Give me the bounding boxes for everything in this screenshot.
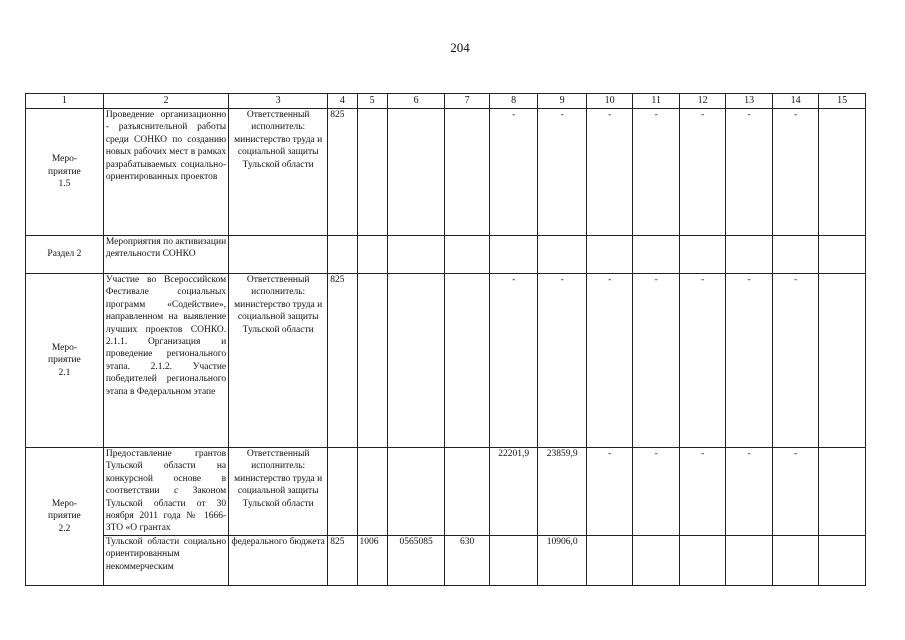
row-name: Меро- приятие 2.1 [26, 274, 104, 448]
column-header: 14 [772, 94, 818, 109]
cell-col5: 1006 [357, 535, 387, 585]
cell-dash: - [586, 274, 632, 448]
cell-col4: 825 [328, 109, 357, 236]
column-header: 7 [445, 94, 489, 109]
cell-col7: 630 [445, 535, 489, 585]
row-description: Предоставление грантов Тульской области на конкурсной основе в соответствии с Законом Тульской области от 30 ноября 2011 года № 1666-ЗТО «О грантах [103, 448, 228, 536]
cell-col6: 0565085 [387, 535, 445, 585]
cell-empty [819, 274, 866, 448]
page-number: 204 [450, 40, 470, 55]
column-header: 5 [357, 94, 387, 109]
column-header: 8 [489, 94, 538, 109]
cell-dash: - [679, 274, 725, 448]
row-description: Тульской области социально ориентированным некоммерческим [103, 535, 228, 585]
row-name: Меро- приятие 2.2 [26, 448, 104, 586]
cell-empty [538, 236, 587, 274]
cell-dash: - [633, 109, 679, 236]
row-description: Участие во Всероссийском Фестивале социальных программ «Содействие», направленном на выявление лучших проектов СОНКО. 2.1.1. Организация и проведение регионального этапа. 2.1.2. Участие победителей регионального этапа в Федеральном этапе [103, 274, 228, 448]
cell-empty [328, 448, 357, 536]
cell-dash: - [726, 109, 772, 236]
cell-empty [229, 236, 328, 274]
cell-dash: - [489, 109, 538, 236]
cell-empty [445, 109, 489, 236]
table-row [26, 109, 866, 236]
cell-empty [357, 274, 387, 448]
cell-empty [726, 535, 772, 585]
cell-empty [357, 109, 387, 236]
cell-dash: - [772, 109, 818, 236]
cell-empty [445, 236, 489, 274]
cell-empty [387, 109, 445, 236]
budget-table [25, 93, 866, 586]
cell-dash: - [538, 274, 587, 448]
cell-empty [679, 535, 725, 585]
cell-empty [586, 535, 632, 585]
cell-empty [387, 448, 445, 536]
cell-empty [633, 535, 679, 585]
column-header: 13 [726, 94, 772, 109]
cell-empty [633, 236, 679, 274]
row-description: Мероприятия по активизации деятельности СОНКО [103, 236, 228, 274]
cell-col9: 10906,0 [538, 535, 587, 585]
row-name: Меро- приятие 1.5 [26, 109, 104, 236]
cell-dash: - [679, 448, 725, 536]
column-header: 10 [586, 94, 632, 109]
cell-col8: 22201,9 [489, 448, 538, 536]
cell-dash: - [772, 274, 818, 448]
cell-col4: 825 [328, 274, 357, 448]
cell-empty [772, 535, 818, 585]
column-header: 11 [633, 94, 679, 109]
cell-dash: - [679, 109, 725, 236]
row-responsible: Ответственный исполнитель: министерство труда и социальной защиты Тульской области [229, 109, 328, 236]
cell-empty [328, 236, 357, 274]
column-header: 12 [679, 94, 725, 109]
column-header: 15 [819, 94, 866, 109]
cell-empty [387, 236, 445, 274]
cell-dash: - [586, 448, 632, 536]
cell-empty [357, 448, 387, 536]
column-header: 2 [103, 94, 228, 109]
cell-empty [679, 236, 725, 274]
column-header: 6 [387, 94, 445, 109]
row-responsible: Ответственный исполнитель: министерство труда и социальной защиты Тульской области [229, 274, 328, 448]
table-row [26, 274, 866, 448]
cell-empty [387, 274, 445, 448]
cell-empty [726, 236, 772, 274]
cell-dash: - [726, 274, 772, 448]
cell-dash: - [633, 274, 679, 448]
row-responsible: Ответственный исполнитель: министерство труда и социальной защиты Тульской области [229, 448, 328, 536]
cell-dash: - [633, 448, 679, 536]
cell-empty [819, 236, 866, 274]
header-row [26, 94, 866, 109]
cell-dash: - [586, 109, 632, 236]
row-name: Раздел 2 [26, 236, 104, 274]
cell-empty [445, 274, 489, 448]
cell-empty [819, 535, 866, 585]
cell-col4: 825 [328, 535, 357, 585]
cell-dash: - [772, 448, 818, 536]
table-row [26, 236, 866, 274]
cell-dash: - [726, 448, 772, 536]
cell-empty [445, 448, 489, 536]
column-header: 3 [229, 94, 328, 109]
table-row [26, 448, 866, 536]
cell-dash: - [489, 274, 538, 448]
column-header: 9 [538, 94, 587, 109]
cell-empty [772, 236, 818, 274]
cell-empty [357, 236, 387, 274]
cell-empty [586, 236, 632, 274]
cell-dash: - [538, 109, 587, 236]
column-header: 1 [26, 94, 104, 109]
table-row [26, 535, 866, 585]
cell-empty [489, 535, 538, 585]
cell-empty [819, 448, 866, 536]
column-header: 4 [328, 94, 357, 109]
cell-empty [819, 109, 866, 236]
cell-empty [489, 236, 538, 274]
row-description: Проведение организационно - разъяснительной работы среди СОНКО по созданию новых рабочих мест в рамках разрабатываемых социально-ориентированных проектов [103, 109, 228, 236]
row-funding-source: федерального бюджета [229, 535, 328, 585]
cell-col9: 23859,9 [538, 448, 587, 536]
